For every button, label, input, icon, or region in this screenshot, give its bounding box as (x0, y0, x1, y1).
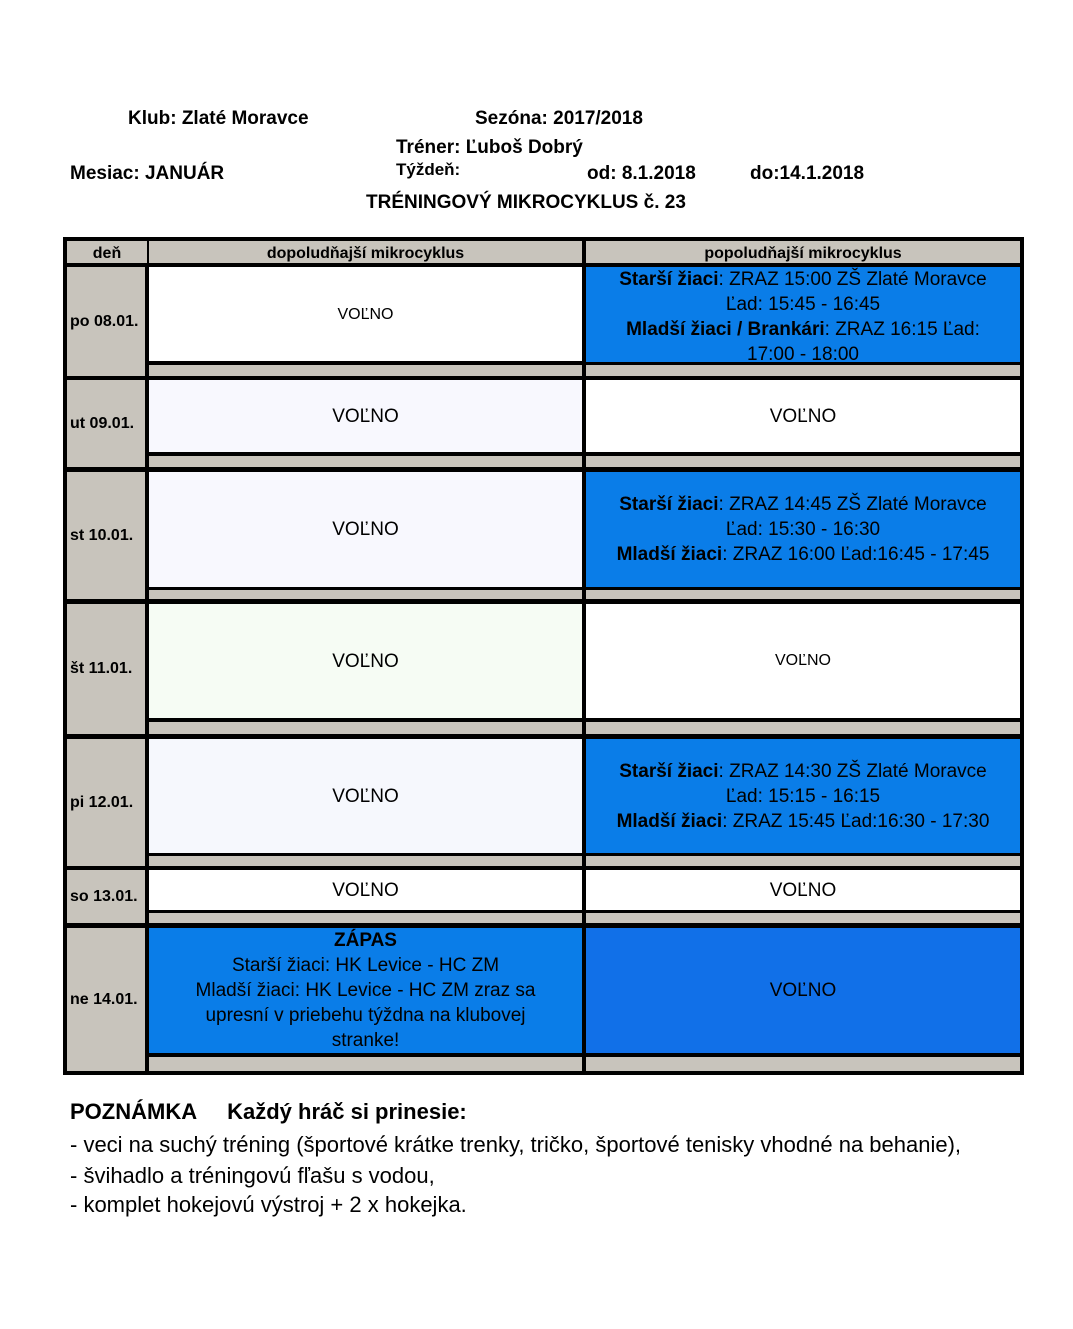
note-item: - švihadlo a tréningovú fľašu s vodou, (70, 1163, 435, 1188)
day-cell-sat: so 13.01. (67, 870, 145, 923)
note-section (70, 1097, 1030, 1219)
morning-spacer-thu (149, 722, 582, 734)
group-older: Starší žiaci (619, 269, 719, 290)
day-cell-fri: pi 12.01. (67, 739, 145, 866)
schedule-text: : ZRAZ 14:45 ZŠ Zlaté Moravce (718, 494, 987, 515)
date-from: od: 8.1.2018 (587, 163, 696, 184)
morning-cell-tue: VOĽNO (149, 380, 582, 452)
afternoon-cell-thu: VOĽNO (586, 604, 1020, 718)
morning-spacer-sun (149, 1057, 582, 1071)
ice-time: Ľad: 15:30 - 16:30 (725, 519, 881, 540)
ice-time: 17:00 - 18:00 (747, 344, 859, 362)
afternoon-spacer-wed (586, 590, 1020, 599)
afternoon-cell-sat: VOĽNO (586, 870, 1020, 910)
column-header-day: deň (67, 241, 147, 263)
afternoon-cell-fri (586, 739, 1020, 853)
group-younger: Mladší žiaci (616, 810, 723, 832)
match-note: stranke! (331, 1030, 400, 1051)
note-item: - komplet hokejovú výstroj + 2 x hokejka. (70, 1192, 467, 1217)
ice-time: Ľad: 15:45 - 16:45 (725, 294, 881, 315)
afternoon-spacer-thu (586, 722, 1020, 734)
ice-time: Ľad: 15:15 - 16:15 (725, 785, 881, 807)
match-title: ZÁPAS (334, 930, 397, 951)
schedule-text: : ZRAZ 16:15 Ľad: (824, 319, 980, 340)
afternoon-spacer-sun (586, 1057, 1020, 1071)
group-younger: Mladší žiaci (616, 544, 723, 565)
note-item: - veci na suchý tréning (športové krátke trenky, tričko, športové tenisky vhodné na behanie), (70, 1132, 962, 1157)
afternoon-cell-tue: VOĽNO (586, 380, 1020, 452)
season-label: Sezóna: 2017/2018 (475, 108, 643, 129)
afternoon-cell-mon (586, 267, 1020, 362)
morning-spacer-sat (149, 913, 582, 923)
afternoon-spacer-mon (586, 365, 1020, 376)
month-label: Mesiac: JANUÁR (70, 163, 225, 184)
day-cell-wed: st 10.01. (67, 472, 145, 599)
afternoon-spacer-sat (586, 913, 1020, 923)
schedule-table (63, 237, 1024, 1075)
group-older: Starší žiaci (619, 494, 719, 515)
morning-cell-sun (149, 928, 582, 1053)
morning-cell-sat: VOĽNO (149, 870, 582, 910)
morning-spacer-mon (149, 365, 582, 376)
page-title: TRÉNINGOVÝ MIKROCYKLUS č. 23 (366, 192, 686, 213)
group-younger: Mladší žiaci / Brankári (626, 319, 825, 340)
note-subtitle: Každý hráč si prinesie: (227, 1099, 467, 1124)
morning-cell-mon: VOĽNO (149, 267, 582, 361)
morning-cell-thu: VOĽNO (149, 604, 582, 718)
column-header-morning: dopoludňajší mikrocyklus (149, 241, 582, 263)
morning-spacer-wed (149, 590, 582, 599)
group-older: Starší žiaci (619, 760, 719, 782)
schedule-text: : ZRAZ 14:30 ZŠ Zlaté Moravce (718, 760, 987, 782)
schedule-text: : ZRAZ 15:00 ZŠ Zlaté Moravce (718, 269, 987, 290)
day-cell-thu: št 11.01. (67, 604, 145, 734)
column-header-afternoon: popoludňajší mikrocyklus (586, 241, 1020, 263)
afternoon-spacer-tue (586, 456, 1020, 467)
day-cell-tue: ut 09.01. (67, 380, 145, 467)
morning-spacer-fri (149, 856, 582, 866)
week-label: Týždeň: (396, 160, 461, 179)
schedule-text: : ZRAZ 15:45 Ľad:16:30 - 17:30 (722, 810, 990, 832)
match-older: Starší žiaci: HK Levice - HC ZM (231, 955, 500, 976)
morning-cell-fri: VOĽNO (149, 739, 582, 853)
day-cell-sun: ne 14.01. (67, 928, 145, 1071)
afternoon-cell-sun: VOĽNO (586, 928, 1020, 1053)
schedule-text: : ZRAZ 16:00 Ľad:16:45 - 17:45 (722, 544, 990, 565)
coach-label: Tréner: Ľuboš Dobrý (396, 137, 583, 158)
note-title: POZNÁMKA (70, 1099, 198, 1124)
afternoon-spacer-fri (586, 856, 1020, 866)
club-label: Klub: Zlaté Moravce (128, 108, 309, 129)
match-younger: Mladší žiaci: HK Levice - HC ZM zraz sa (195, 980, 536, 1001)
match-note: upresní v priebehu týždna na klubovej (205, 1005, 526, 1026)
morning-spacer-tue (149, 456, 582, 467)
afternoon-cell-wed (586, 472, 1020, 587)
date-to: do:14.1.2018 (750, 163, 865, 184)
day-cell-mon: po 08.01. (67, 267, 145, 376)
morning-cell-wed: VOĽNO (149, 472, 582, 587)
